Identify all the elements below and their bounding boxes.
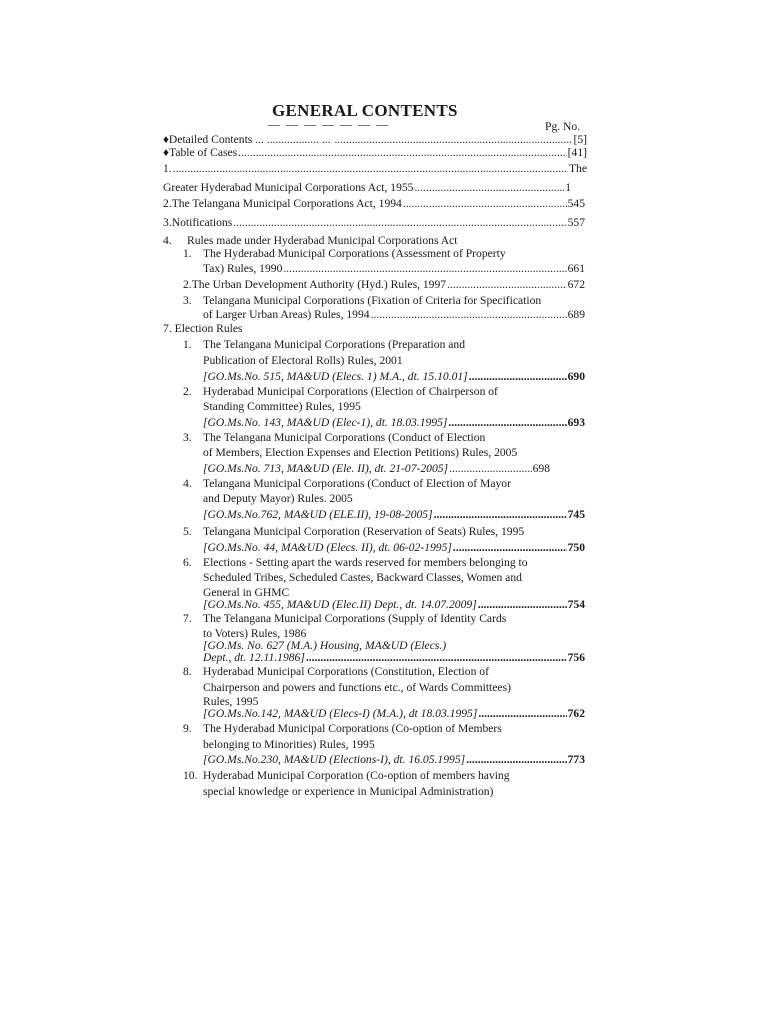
toc-subentry-7-7-line2: to Voters) Rules, 1986	[203, 627, 307, 640]
diamond-bullet-icon: ♦	[163, 146, 169, 159]
toc-subentry-7-6-go[interactable]: [GO.Ms.No. 455, MA&UD (Elec.II) Dept., dt. 14.07.2009] ..... 754	[203, 598, 585, 612]
toc-subentry-7-8-line3: Rules, 1995	[203, 695, 259, 708]
toc-entry-table-of-cases[interactable]: ♦ Table of Cases ..... [41]	[163, 146, 587, 160]
toc-subentry-7-7-go-pre: [GO.Ms. No. 627 (M.A.) Housing, MA&UD (Elecs.)	[203, 639, 447, 652]
page-ref: [41]	[567, 146, 587, 159]
page-ref: 698	[532, 462, 550, 475]
toc-subentry-7-1-line2: Publication of Electoral Rolls) Rules, 2001	[203, 354, 403, 367]
toc-entry-7[interactable]: 7. Election Rules	[163, 322, 243, 335]
toc-subentry-7-8-line2: Chairperson and powers and functions etc., of Wards Committees)	[203, 681, 511, 694]
page-ref: 690	[567, 370, 585, 383]
page-ref: 672	[567, 278, 585, 291]
toc-subentry-7-2-line2: Standing Committee) Rules, 1995	[203, 400, 361, 413]
page-ref: 689	[567, 308, 585, 321]
toc-subentry-7-8-go[interactable]: [GO.Ms.No.142, MA&UD (Elecs-I) (M.A.), dt 18.03.1995] ..... 762	[203, 707, 585, 721]
page-ref: 693	[567, 416, 585, 429]
page-ref: 750	[567, 541, 585, 554]
toc-subentry-7-9[interactable]: 9. The Hyderabad Municipal Corporations (Co-option of Members	[183, 722, 502, 735]
toc-subentry-7-5[interactable]: 5. Telangana Municipal Corporation (Reservation of Seats) Rules, 1995	[183, 525, 525, 538]
toc-subentry-7-9-go[interactable]: [GO.Ms.No.230, MA&UD (Elections-I), dt. 16.05.1995] ..... 773	[203, 753, 585, 767]
toc-subentry-7-10-line2: special knowledge or experience in Municipal Administration)	[203, 785, 494, 798]
toc-subentry-7-10[interactable]: 10. Hyderabad Municipal Corporation (Co-option of members having	[183, 769, 510, 782]
page-ref: 762	[567, 707, 585, 720]
toc-entry-3[interactable]: 3. Notifications ..... 557	[163, 216, 585, 230]
toc-subentry-7-7-go[interactable]: Dept., dt. 12.11.1986] ..... 756	[203, 651, 585, 665]
page-title: GENERAL CONTENTS	[272, 101, 458, 120]
toc-subentry-7-6-line3: General in GHMC	[203, 586, 290, 599]
toc-entry-1-cont[interactable]: Greater Hyderabad Municipal Corporations Act, 1955 ..... 1	[163, 181, 571, 195]
toc-subentry-7-4[interactable]: 4. Telangana Municipal Corporations (Conduct of Election of Mayor	[183, 477, 511, 490]
toc-subentry-7-3[interactable]: 3. The Telangana Municipal Corporations (Conduct of Election	[183, 431, 486, 444]
page-ref: 661	[567, 262, 585, 275]
page-ref: 754	[567, 598, 585, 611]
page-ref: 745	[567, 508, 585, 521]
toc-entry-4[interactable]: 4. Rules made under Hyderabad Municipal Corporations Act	[163, 234, 458, 247]
page-number-header: Pg. No.	[545, 120, 581, 133]
toc-entry-detailed-contents[interactable]: ♦ Detailed Contents ... .................. ... ..... [5]	[163, 133, 587, 147]
toc-subentry-7-6[interactable]: 6. Elections - Setting apart the wards reserved for members belonging to	[183, 556, 528, 569]
page-ref: 1	[565, 181, 571, 194]
toc-subentry-7-9-line2: belonging to Minorities) Rules, 1995	[203, 738, 375, 751]
toc-subentry-7-4-line2: and Deputy Mayor) Rules. 2005	[203, 492, 353, 505]
toc-subentry-7-3-line2: of Members, Election Expenses and Election Petitions) Rules, 2005	[203, 446, 518, 459]
page-ref: 773	[567, 753, 585, 766]
toc-subentry-7-7[interactable]: 7. The Telangana Municipal Corporations (Supply of Identity Cards	[183, 612, 507, 625]
toc-subentry-7-3-go[interactable]: [GO.Ms.No. 713, MA&UD (Ele. II), dt. 21-07-2005] ..... 698	[203, 462, 550, 476]
toc-entry-1[interactable]: 1. ..... The	[163, 162, 587, 176]
toc-subentry-7-6-line2: Scheduled Tribes, Scheduled Castes, Backward Classes, Women and	[203, 571, 522, 584]
toc-subentry-4-1-cont[interactable]: Tax) Rules, 1990 ..... 661	[203, 262, 585, 276]
toc-subentry-7-5-go[interactable]: [GO.Ms.No. 44, MA&UD (Elecs. II), dt. 06-02-1995] ..... 750	[203, 541, 585, 555]
diamond-bullet-icon: ♦	[163, 133, 169, 146]
toc-subentry-7-1-go[interactable]: [GO.Ms.No. 515, MA&UD (Elecs. 1) M.A., dt. 15.10.01] ..... 690	[203, 370, 585, 384]
toc-subentry-4-3[interactable]: 3. Telangana Municipal Corporations (Fixation of Criteria for Specification	[183, 294, 542, 307]
toc-subentry-4-1[interactable]: 1. The Hyderabad Municipal Corporations (Assessment of Property	[183, 247, 506, 260]
toc-subentry-7-4-go[interactable]: [GO.Ms.No.762, MA&UD (ELE.II), 19-08-2005] ..... 745	[203, 508, 585, 522]
page-ref: 545	[567, 197, 585, 210]
toc-subentry-4-2[interactable]: 2. The Urban Development Authority (Hyd.) Rules, 1997 ..... 672	[183, 278, 585, 292]
toc-subentry-7-2[interactable]: 2. Hyderabad Municipal Corporations (Election of Chairperson of	[183, 385, 498, 398]
toc-entry-2[interactable]: 2. The Telangana Municipal Corporations Act, 1994 ..... 545	[163, 197, 585, 211]
toc-subentry-7-1[interactable]: 1. The Telangana Municipal Corporations (Preparation and	[183, 338, 466, 351]
page-ref: 756	[567, 651, 585, 664]
page-ref: 557	[567, 216, 585, 229]
page-ref: [5]	[573, 133, 587, 146]
toc-subentry-4-3-cont[interactable]: of Larger Urban Areas) Rules, 1994 ..... 689	[203, 308, 585, 322]
title-underline: — — — — — — —	[268, 117, 388, 131]
toc-subentry-7-8[interactable]: 8. Hyderabad Municipal Corporations (Constitution, Election of	[183, 665, 489, 678]
toc-subentry-7-2-go[interactable]: [GO.Ms.No. 143, MA&UD (Elec-1), dt. 18.03.1995] ..... 693	[203, 416, 585, 430]
